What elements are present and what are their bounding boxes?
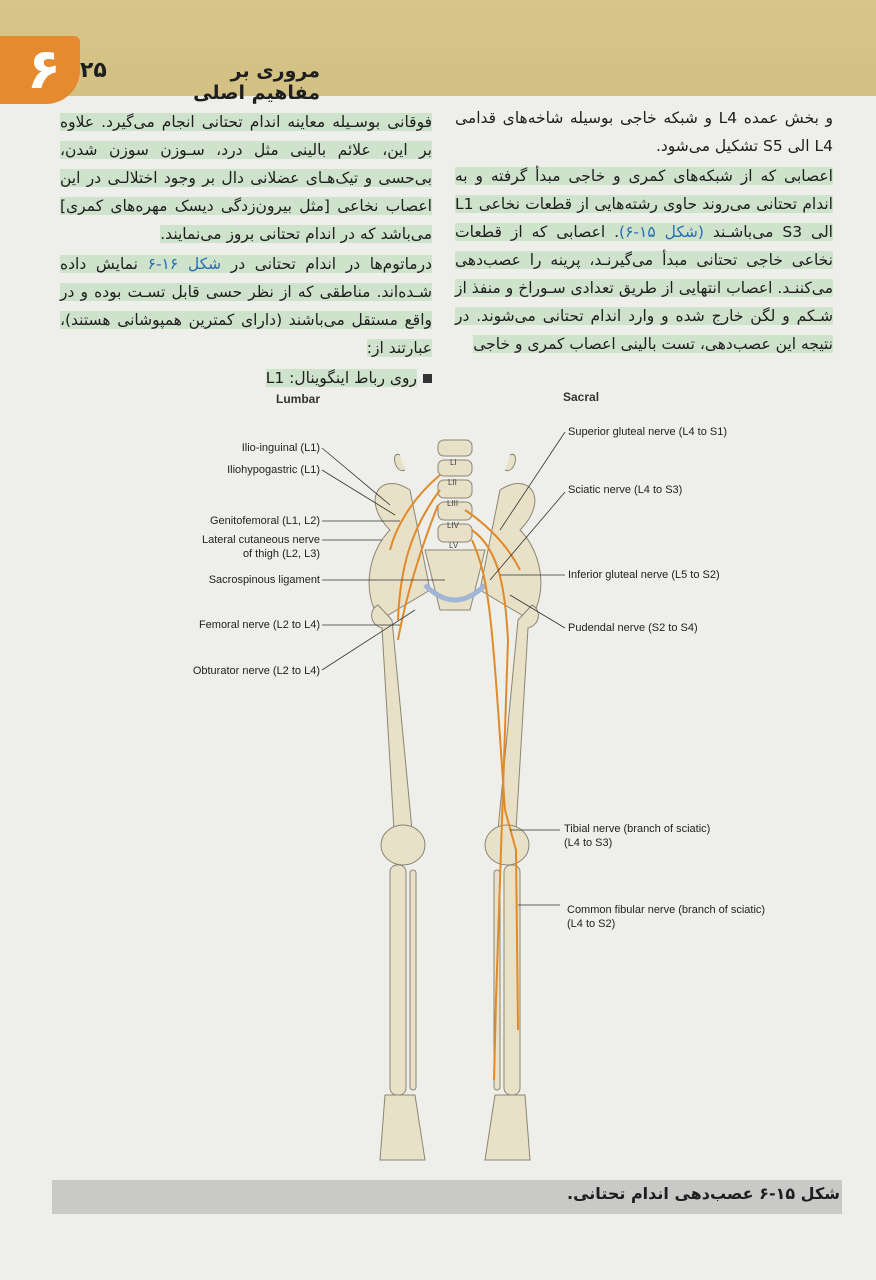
left-text-column: [60, 108, 432, 394]
vertebra-label-l4: LIV: [447, 521, 460, 530]
page-number: ۲۵: [80, 58, 107, 83]
figure-caption: شکل ۱۵-۶ عصب‌دهی اندام تحتانی.: [567, 1184, 840, 1203]
label-sacrospinous-ligament: Sacrospinous ligament: [208, 574, 320, 586]
sacral-heading: Sacral: [563, 390, 600, 404]
label-femoral-nerve: Femoral nerve (L2 to L4): [198, 619, 320, 631]
paragraph-text: فوقانی بوسـیله معاینه اندام تحتانی انجام می‌گیرد. علاوه بر این، علائم بالینی مثل درد، سـوزن سوزن شدن، بی‌حسی و تیک‌هـای عضلانی دال بر وجود اختلالـی در این اعصاب نخاعی [مثل بیرون‌زدگی دیسک مهره‌های کمری] می‌باشد که در اندام تحتانی بروز می‌نمایند.: [60, 113, 432, 243]
paragraph-text: نمایش داده شـده‌اند. مناطقی که از نظر حسی قابل تسـت بوده و در واقع مستقل می‌باشند (دارای کمترین همپوشانی هستند)، عبارتند از:: [60, 255, 432, 357]
figure-reference-link[interactable]: (شکل ۱۵-۶): [619, 223, 704, 241]
label-superior-gluteal: Superior gluteal nerve (L4 to S1): [568, 426, 727, 438]
vertebra-label-l3: LIII: [447, 499, 459, 508]
paragraph: [60, 250, 432, 362]
figure-reference-link[interactable]: شکل ۱۶-۶: [147, 255, 222, 273]
chapter-number: ۶: [26, 37, 62, 102]
vertebra-label-l2: LII: [448, 478, 457, 487]
label-iliohypogastric: Iliohypogastric (L1): [227, 464, 320, 476]
label-inferior-gluteal: Inferior gluteal nerve (L5 to S2): [568, 569, 720, 581]
label-tibial-levels: (L4 to S3): [564, 837, 613, 849]
paragraph: [455, 162, 833, 358]
bullet-text: روی رباط اینگوینال: L1: [265, 369, 417, 387]
anatomy-figure: [60, 380, 850, 1180]
vertebra-label-l1: LI: [450, 458, 457, 467]
paragraph: [455, 104, 833, 160]
label-sciatic: Sciatic nerve (L4 to S3): [568, 484, 683, 496]
paragraph-text: . اعصابی که از قطعات نخاعی خاجی تحتانی مبدأ می‌گیرنـد، پرینه را عصب‌دهی می‌کننـد. اعصاب انتهایی از طریق تعدادی سـوراخ و منفذ از شـکم و لگن خارج شده و وارد اندام تحتانی می‌شوند. در نتیجه این عصب‌دهی، تست بالینی اعصاب کمری و خاجی: [455, 223, 833, 353]
header-band: [0, 0, 876, 96]
label-ilio-inguinal: Ilio-inguinal (L1): [241, 442, 320, 454]
paragraph-text: و بخش عمده L4 و شبکه خاجی بوسیله شاخه‌های قدامی L4 الی S5 تشکیل می‌شود.: [455, 109, 833, 155]
label-common-fibular-levels: (L4 to S2): [567, 918, 616, 930]
label-obturator-nerve: Obturator nerve (L2 to L4): [192, 665, 320, 677]
label-tibial: Tibial nerve (branch of sciatic): [564, 823, 711, 835]
label-common-fibular: Common fibular nerve (branch of sciatic): [567, 904, 766, 916]
paragraph: [60, 108, 432, 248]
label-lateral-cutaneous: Lateral cutaneous nerve: [201, 534, 320, 546]
paragraph-text: اعصابی که از شبکه‌های کمری و خاجی مبدأ گرفته و به اندام تحتانی می‌روند حاوی رشته‌هایی از قطعات نخاعی L1 الی S3 می‌باشـند: [455, 167, 833, 241]
label-lateral-cutaneous-levels: of thigh (L2, L3): [242, 548, 320, 560]
vertebra-label-l5: LV: [449, 541, 459, 550]
running-title: مروری بر مفاهیم اصلی: [193, 60, 320, 104]
right-text-column: [455, 104, 833, 360]
label-pudendal: Pudendal nerve (S2 to S4): [568, 622, 698, 634]
label-genitofemoral: Genitofemoral (L1, L2): [209, 515, 320, 527]
lumbar-heading: Lumbar: [276, 392, 321, 406]
paragraph-text: درماتوم‌ها در اندام تحتانی در: [221, 255, 432, 273]
